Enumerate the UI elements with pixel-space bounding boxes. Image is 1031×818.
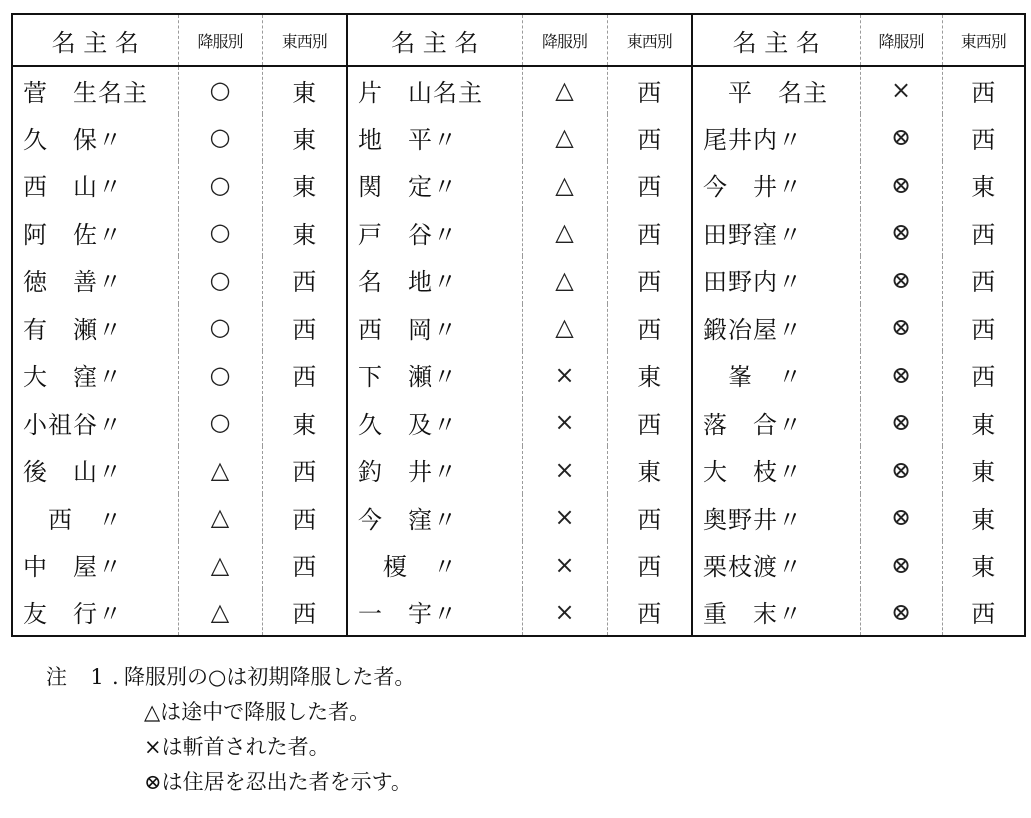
surrender-mark: △	[522, 161, 607, 209]
surrender-mark: ⊗	[860, 304, 942, 352]
direction-cell: 西	[607, 256, 692, 304]
table-row	[12, 589, 1025, 637]
table-header-row	[12, 14, 1025, 66]
note-line	[46, 660, 946, 695]
direction-cell: 西	[942, 589, 1025, 637]
surrender-mark: ⊗	[860, 589, 942, 637]
table-row	[12, 114, 1025, 162]
table-row	[12, 304, 1025, 352]
table-notes	[46, 660, 946, 800]
direction-cell: 東	[262, 399, 347, 447]
note-prefix: 注	[46, 665, 67, 689]
name-cell: 栗枝渡〃	[692, 541, 860, 589]
surrender-mark: △	[522, 209, 607, 257]
name-cell: 峯 〃	[692, 351, 860, 399]
table-row	[12, 541, 1025, 589]
direction-cell: 東	[262, 114, 347, 162]
surrender-mark: △	[522, 304, 607, 352]
direction-cell: 東	[262, 209, 347, 257]
name-cell: 釣 井〃	[347, 446, 522, 494]
direction-cell: 東	[942, 494, 1025, 542]
note-text: 降服別の○は初期降服した者。	[124, 665, 416, 689]
surrender-mark: △	[178, 541, 262, 589]
surrender-mark: ×	[522, 351, 607, 399]
name-cell: 奥野井〃	[692, 494, 860, 542]
name-cell: 阿 佐〃	[23, 220, 123, 249]
note-text: △は途中で降服した者。	[144, 700, 371, 724]
name-cell: 田野窪〃	[692, 209, 860, 257]
direction-cell: 西	[607, 66, 692, 114]
direction-cell: 西	[607, 304, 692, 352]
direction-cell: 西	[607, 494, 692, 542]
surrender-mark: ×	[522, 399, 607, 447]
surrender-mark: ○	[178, 161, 262, 209]
name-cell: 重 末〃	[692, 589, 860, 637]
table-row	[12, 209, 1025, 257]
direction-cell: 西	[942, 66, 1025, 114]
name-cell: 榎 〃	[347, 541, 522, 589]
direction-cell: 東	[607, 351, 692, 399]
table-row	[12, 399, 1025, 447]
header-surrender-1: 降服別	[178, 14, 262, 66]
name-cell: 中 屋〃	[23, 553, 123, 582]
surrender-mark: ⊗	[860, 256, 942, 304]
direction-cell: 東	[942, 446, 1025, 494]
direction-cell: 西	[607, 161, 692, 209]
header-direction-1: 東西別	[262, 14, 347, 66]
surrender-mark: ⊗	[860, 494, 942, 542]
surrender-mark: ⊗	[860, 114, 942, 162]
surrender-mark: ⊗	[860, 351, 942, 399]
direction-cell: 西	[607, 114, 692, 162]
surrender-mark: △	[178, 446, 262, 494]
header-direction-3: 東西別	[942, 14, 1025, 66]
name-cell: 友 行〃	[23, 600, 123, 629]
header-name-1: 名 主 名	[12, 14, 178, 66]
direction-cell: 西	[262, 446, 347, 494]
direction-cell: 西	[607, 541, 692, 589]
name-cell: 西 山〃	[23, 173, 123, 202]
surrender-mark: △	[178, 589, 262, 637]
direction-cell: 西	[262, 351, 347, 399]
surrender-mark: ○	[178, 114, 262, 162]
table-row	[12, 66, 1025, 114]
table-row	[12, 446, 1025, 494]
header-name-3: 名 主 名	[692, 14, 860, 66]
name-cell: 菅 生名主	[23, 78, 148, 107]
surrender-mark: ○	[178, 209, 262, 257]
direction-cell: 西	[607, 399, 692, 447]
note-line	[46, 730, 946, 765]
name-cell: 有 瀬〃	[23, 315, 123, 344]
surrender-mark: △	[522, 114, 607, 162]
name-cell: 地 平〃	[347, 114, 522, 162]
name-cell: 久 及〃	[347, 399, 522, 447]
direction-cell: 西	[607, 209, 692, 257]
name-cell: 今 井〃	[692, 161, 860, 209]
surrender-mark: ○	[178, 66, 262, 114]
direction-cell: 東	[607, 446, 692, 494]
direction-cell: 西	[607, 589, 692, 637]
direction-cell: 東	[942, 399, 1025, 447]
name-cell: 一 宇〃	[347, 589, 522, 637]
header-name-2: 名 主 名	[347, 14, 522, 66]
direction-cell: 東	[942, 541, 1025, 589]
table-row	[12, 494, 1025, 542]
name-cell: 後 山〃	[23, 458, 123, 487]
direction-cell: 西	[262, 589, 347, 637]
direction-cell: 西	[262, 494, 347, 542]
table-row	[12, 161, 1025, 209]
note-line	[46, 695, 946, 730]
name-cell: 田野内〃	[692, 256, 860, 304]
surrender-mark: ×	[860, 66, 942, 114]
surrender-mark: ⊗	[860, 209, 942, 257]
name-cell: 徳 善〃	[23, 268, 123, 297]
direction-cell: 東	[942, 161, 1025, 209]
surrender-mark: ○	[178, 351, 262, 399]
name-cell: 大 枝〃	[692, 446, 860, 494]
note-text: ⊗は住居を忍出た者を示す。	[144, 770, 412, 794]
name-cell: 関 定〃	[347, 161, 522, 209]
direction-cell: 西	[942, 351, 1025, 399]
direction-cell: 西	[942, 209, 1025, 257]
surrender-mark: ×	[522, 494, 607, 542]
surrender-mark: ⊗	[860, 541, 942, 589]
direction-cell: 西	[942, 304, 1025, 352]
direction-cell: 西	[262, 541, 347, 589]
name-cell: 片 山名主	[347, 66, 522, 114]
surrender-mark: ×	[522, 541, 607, 589]
surrender-mark: ○	[178, 256, 262, 304]
surrender-mark: ○	[178, 304, 262, 352]
surrender-mark: ⊗	[860, 161, 942, 209]
surrender-mark: ⊗	[860, 399, 942, 447]
surrender-mark: ×	[522, 446, 607, 494]
direction-cell: 西	[262, 304, 347, 352]
header-surrender-2: 降服別	[522, 14, 607, 66]
name-cell: 西 〃	[23, 505, 123, 534]
name-cell: 下 瀬〃	[347, 351, 522, 399]
header-direction-2: 東西別	[607, 14, 692, 66]
name-cell: 鍛冶屋〃	[692, 304, 860, 352]
name-cell: 落 合〃	[692, 399, 860, 447]
name-cell: 久 保〃	[23, 125, 123, 154]
surrender-mark: ⊗	[860, 446, 942, 494]
name-cell: 今 窪〃	[347, 494, 522, 542]
name-master-table	[11, 13, 1026, 637]
direction-cell: 西	[942, 114, 1025, 162]
note-text: ×は斬首された者。	[144, 735, 330, 759]
name-cell: 名 地〃	[347, 256, 522, 304]
surrender-mark: △	[178, 494, 262, 542]
direction-cell: 東	[262, 66, 347, 114]
direction-cell: 東	[262, 161, 347, 209]
name-cell: 小祖谷〃	[23, 410, 123, 439]
direction-cell: 西	[262, 256, 347, 304]
surrender-mark: △	[522, 66, 607, 114]
direction-cell: 西	[942, 256, 1025, 304]
surrender-mark: ○	[178, 399, 262, 447]
name-cell: 大 窪〃	[23, 363, 123, 392]
name-cell: 西 岡〃	[347, 304, 522, 352]
name-cell: 平 名主	[692, 66, 860, 114]
note-number-dot: .	[112, 665, 119, 689]
table-row	[12, 256, 1025, 304]
table-row	[12, 351, 1025, 399]
note-line	[46, 765, 946, 800]
header-surrender-3: 降服別	[860, 14, 942, 66]
name-cell: 尾井内〃	[692, 114, 860, 162]
surrender-mark: ×	[522, 589, 607, 637]
surrender-mark: △	[522, 256, 607, 304]
note-number: 1	[90, 665, 104, 689]
name-cell: 戸 谷〃	[347, 209, 522, 257]
